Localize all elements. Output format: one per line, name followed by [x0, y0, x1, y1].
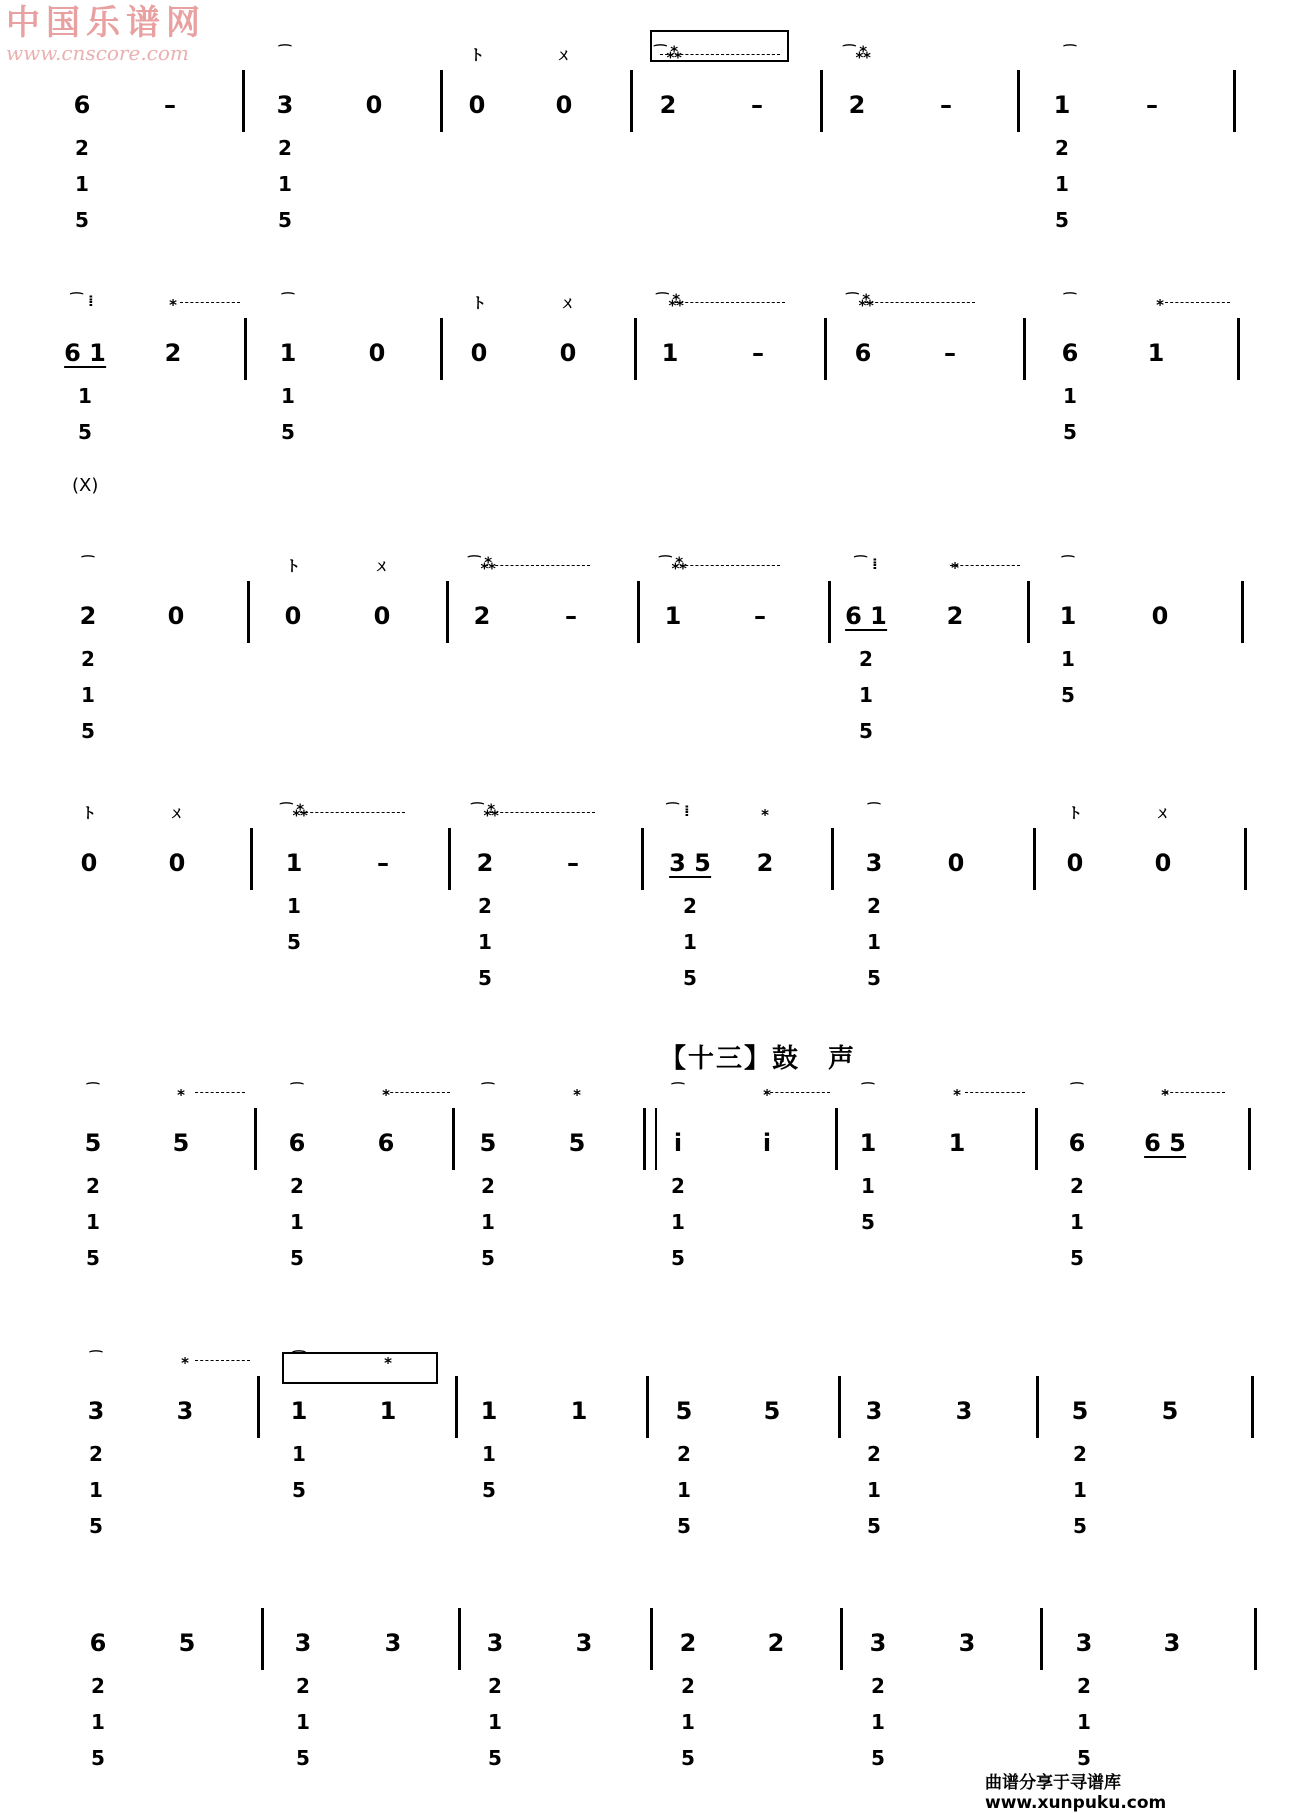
percussion-mark: ⁎ [384, 1350, 392, 1368]
barline [1035, 1108, 1038, 1170]
bass-chord: 2 1 5 [867, 894, 881, 990]
barline [446, 581, 449, 643]
barline [244, 318, 247, 380]
melody-note: 6 [1061, 339, 1079, 367]
percussion-mark: ⁎ [181, 1350, 189, 1368]
bass-chord: 2 1 5 [488, 1674, 502, 1770]
melody-note: 3 [958, 1629, 976, 1657]
footer-credit: 曲谱分享于寻谱库 www.xunpuku.com [985, 1773, 1167, 1813]
barline [250, 828, 253, 890]
percussion-mark: ⁀ [281, 292, 295, 310]
barline [458, 1608, 461, 1670]
percussion-mark: ⁀ [1070, 1082, 1084, 1100]
bass-chord: 1 5 [292, 1442, 306, 1502]
percussion-mark: ⁀ ⁞ [70, 292, 94, 310]
melody-note: 3 [1075, 1629, 1093, 1657]
melody-note: 0 [373, 602, 391, 630]
melody-note: – [751, 91, 763, 119]
percussion-mark: ⁀⁂ [468, 555, 496, 573]
melody-note: 2 [848, 91, 866, 119]
barline [242, 70, 245, 132]
melody-note: 5 [1161, 1397, 1179, 1425]
melody-note: 3 [575, 1629, 593, 1657]
bass-chord: 1 5 [1061, 647, 1075, 707]
melody-note: 2 [473, 602, 491, 630]
melody-note: 0 [1151, 602, 1169, 630]
percussion-mark: ト [471, 294, 487, 312]
barline [630, 70, 633, 132]
barline [247, 581, 250, 643]
melody-note: 0 [555, 91, 573, 119]
melody-note: 3 5 [669, 849, 711, 877]
bass-chord: 2 1 5 [478, 894, 492, 990]
melody-note: 1 [379, 1397, 397, 1425]
melody-note: 1 [948, 1129, 966, 1157]
barline [824, 318, 827, 380]
percussion-mark: ⁀ [1061, 555, 1075, 573]
melody-note: 6 [89, 1629, 107, 1657]
melody-note: 3 [276, 91, 294, 119]
percussion-mark: ㄨ [1155, 804, 1171, 822]
melody-note: 5 [568, 1129, 586, 1157]
melody-note: 0 [167, 602, 185, 630]
barline [1248, 1108, 1251, 1170]
bass-chord: 1 5 [1063, 384, 1077, 444]
melody-note: 5 [178, 1629, 196, 1657]
percussion-mark: ⁀⁂ [654, 44, 682, 62]
melody-note: 6 5 [1144, 1129, 1186, 1157]
melody-note: 1 [480, 1397, 498, 1425]
percussion-mark: ⁎ [573, 1082, 581, 1100]
melody-note: 3 [87, 1397, 105, 1425]
percussion-extension [765, 1092, 830, 1093]
melody-note: – [754, 602, 766, 630]
barline [1036, 1376, 1039, 1438]
percussion-box [282, 1352, 438, 1384]
barline [835, 1108, 838, 1170]
melody-note: 3 [865, 849, 883, 877]
section-title: 【十三】鼓 声 [660, 1044, 857, 1074]
melody-note: – [940, 91, 952, 119]
melody-note: 1 [661, 339, 679, 367]
melody-note: 5 [172, 1129, 190, 1157]
melody-note: 3 [865, 1397, 883, 1425]
percussion-mark: ⁎ [951, 555, 959, 573]
percussion-mark: ト [81, 804, 97, 822]
percussion-annotation: (X) [72, 475, 99, 496]
percussion-mark: ㄨ [169, 804, 185, 822]
barline [1237, 318, 1240, 380]
barline [828, 581, 831, 643]
melody-note: 6 [73, 91, 91, 119]
percussion-box [650, 30, 789, 62]
melody-note: 3 [384, 1629, 402, 1657]
percussion-mark: ト [469, 46, 485, 64]
percussion-extension [180, 302, 240, 303]
melody-note: 5 [84, 1129, 102, 1157]
melody-note: 3 [955, 1397, 973, 1425]
percussion-extension [675, 565, 780, 566]
bass-chord: 1 5 [482, 1442, 496, 1502]
percussion-mark: ⁀⁂ [846, 292, 874, 310]
percussion-mark: ⁎ [1156, 292, 1164, 310]
percussion-extension [490, 812, 595, 813]
melody-note: 3 [1163, 1629, 1181, 1657]
melody-note: 3 [176, 1397, 194, 1425]
bass-chord: 1 5 [861, 1174, 875, 1234]
barline [637, 581, 640, 643]
percussion-mark: ⁀ [1063, 44, 1077, 62]
melody-note: 2 [476, 849, 494, 877]
bass-chord: 2 1 5 [278, 136, 292, 232]
percussion-mark: ⁀ [867, 802, 881, 820]
bass-chord: 2 1 5 [671, 1174, 685, 1270]
percussion-extension [965, 1092, 1025, 1093]
percussion-mark: ㄨ [556, 46, 572, 64]
melody-note: 1 [1147, 339, 1165, 367]
barline [1023, 318, 1026, 380]
melody-note: 5 [763, 1397, 781, 1425]
percussion-extension [1165, 1092, 1225, 1093]
percussion-mark: ⁀ [290, 1082, 304, 1100]
melody-note: i [673, 1129, 683, 1157]
melody-note: 0 [947, 849, 965, 877]
melody-note: 0 [559, 339, 577, 367]
melody-note: i [762, 1129, 772, 1157]
melody-note: 3 [294, 1629, 312, 1657]
bass-chord: 2 1 5 [81, 647, 95, 743]
melody-note: 1 [570, 1397, 588, 1425]
percussion-mark: ⁀ ⁞ [666, 802, 690, 820]
bass-chord: 2 1 5 [1073, 1442, 1087, 1538]
percussion-mark: ⁀⁂ [471, 802, 499, 820]
barline [650, 1608, 653, 1670]
percussion-mark: ⁀ [81, 555, 95, 573]
melody-note: 0 [470, 339, 488, 367]
percussion-mark: ⁀ [481, 1082, 495, 1100]
barline [641, 828, 644, 890]
watermark-url: www.cnscore.com [6, 41, 189, 65]
melody-note: – [567, 849, 579, 877]
bass-chord: 2 1 5 [681, 1674, 695, 1770]
percussion-mark: ⁀ [1063, 292, 1077, 310]
melody-note: 6 [377, 1129, 395, 1157]
melody-note: 1 [859, 1129, 877, 1157]
percussion-mark: ト [285, 557, 301, 575]
percussion-mark: ⁎ [169, 292, 177, 310]
melody-note: 5 [675, 1397, 693, 1425]
melody-note: 2 [756, 849, 774, 877]
melody-note: – [1146, 91, 1158, 119]
watermark-logo [6, 4, 206, 64]
melody-note: 0 [365, 91, 383, 119]
bass-chord: 2 1 5 [1055, 136, 1069, 232]
percussion-mark: ⁎ [953, 1082, 961, 1100]
percussion-mark: ⁀⁂ [843, 44, 871, 62]
melody-note: 3 [869, 1629, 887, 1657]
melody-note: – [164, 91, 176, 119]
percussion-mark: ⁀ [278, 44, 292, 62]
percussion-extension [1165, 302, 1230, 303]
barline [1254, 1608, 1257, 1670]
bass-chord: 2 1 5 [871, 1674, 885, 1770]
percussion-mark: ⁀ ⁞ [854, 555, 878, 573]
percussion-mark: ⁀⁂ [659, 555, 687, 573]
melody-note: 1 [1059, 602, 1077, 630]
melody-note: 5 [1071, 1397, 1089, 1425]
melody-note: 0 [1154, 849, 1172, 877]
bass-chord: 1 5 [281, 384, 295, 444]
barline [831, 828, 834, 890]
melody-note: 2 [946, 602, 964, 630]
watermark-name: 中国乐谱网 [6, 3, 206, 43]
percussion-mark: ⁀⁂ [656, 292, 684, 310]
bass-chord: 2 1 5 [1070, 1174, 1084, 1270]
melody-note: 6 [854, 339, 872, 367]
bass-chord: 2 1 5 [91, 1674, 105, 1770]
percussion-mark: ⁎ [1161, 1082, 1169, 1100]
bass-chord: 2 1 5 [86, 1174, 100, 1270]
melody-note: – [752, 339, 764, 367]
percussion-extension [385, 1092, 450, 1093]
percussion-extension [675, 302, 785, 303]
melody-note: 1 [1053, 91, 1071, 119]
bass-chord: 2 1 5 [677, 1442, 691, 1538]
percussion-mark: ⁀⁂ [280, 802, 308, 820]
percussion-mark: ⁀ [292, 1350, 306, 1368]
melody-note: 2 [164, 339, 182, 367]
bass-chord: 2 1 5 [683, 894, 697, 990]
percussion-mark: ⁀ [861, 1082, 875, 1100]
melody-note: 0 [168, 849, 186, 877]
bass-chord: 2 1 5 [1077, 1674, 1091, 1770]
melody-note: 2 [679, 1629, 697, 1657]
melody-note: 2 [659, 91, 677, 119]
bass-chord: 2 1 5 [89, 1442, 103, 1538]
bass-chord: 1 5 [78, 384, 92, 444]
barline [1017, 70, 1020, 132]
bass-chord: 2 1 5 [290, 1174, 304, 1270]
melody-note: 0 [284, 602, 302, 630]
barline [1244, 828, 1247, 890]
barline [455, 1376, 458, 1438]
percussion-extension [195, 1360, 250, 1361]
percussion-mark: ⁀ [89, 1350, 103, 1368]
percussion-extension [950, 565, 1020, 566]
barline [1040, 1608, 1043, 1670]
barline [840, 1608, 843, 1670]
melody-note: 1 [664, 602, 682, 630]
melody-note: 6 1 [845, 602, 887, 630]
barline [1027, 581, 1030, 643]
melody-note: 0 [80, 849, 98, 877]
barline [634, 318, 637, 380]
melody-note: – [944, 339, 956, 367]
percussion-extension [300, 812, 405, 813]
melody-note: 6 [1068, 1129, 1086, 1157]
percussion-mark: ⁎ [763, 1082, 771, 1100]
barline [1251, 1376, 1254, 1438]
melody-note: 1 [285, 849, 303, 877]
percussion-mark: ⁎ [177, 1082, 185, 1100]
barline [448, 828, 451, 890]
bass-chord: 2 1 5 [75, 136, 89, 232]
bass-chord: 2 1 5 [867, 1442, 881, 1538]
barline [1233, 70, 1236, 132]
barline [646, 1376, 649, 1438]
bass-chord: 2 1 5 [859, 647, 873, 743]
melody-note: 6 1 [64, 339, 106, 367]
barline [257, 1376, 260, 1438]
melody-note: 3 [486, 1629, 504, 1657]
percussion-mark: ⁎ [382, 1082, 390, 1100]
percussion-mark: ⁀ [86, 1082, 100, 1100]
melody-note: 5 [479, 1129, 497, 1157]
melody-note: 0 [368, 339, 386, 367]
percussion-extension [865, 302, 975, 303]
barline [820, 70, 823, 132]
percussion-mark: ⁎ [761, 802, 769, 820]
melody-note: 2 [79, 602, 97, 630]
percussion-mark: ⁀ [671, 1082, 685, 1100]
melody-note: 0 [1066, 849, 1084, 877]
melody-note: 1 [290, 1397, 308, 1425]
melody-note: 2 [767, 1629, 785, 1657]
barline [440, 318, 443, 380]
melody-note: – [565, 602, 577, 630]
barline [254, 1108, 257, 1170]
barline [1241, 581, 1244, 643]
percussion-mark: ㄨ [560, 294, 576, 312]
melody-note: 0 [468, 91, 486, 119]
bass-chord: 2 1 5 [296, 1674, 310, 1770]
barline [1033, 828, 1036, 890]
percussion-extension [485, 565, 590, 566]
percussion-mark: ㄨ [374, 557, 390, 575]
melody-note: 1 [279, 339, 297, 367]
melody-note: 6 [288, 1129, 306, 1157]
melody-note: – [377, 849, 389, 877]
barline [452, 1108, 455, 1170]
percussion-extension [195, 1092, 245, 1093]
bass-chord: 2 1 5 [481, 1174, 495, 1270]
bass-chord: 1 5 [287, 894, 301, 954]
double-barline [643, 1108, 657, 1170]
barline [440, 70, 443, 132]
percussion-mark: ト [1067, 804, 1083, 822]
barline [838, 1376, 841, 1438]
barline [261, 1608, 264, 1670]
